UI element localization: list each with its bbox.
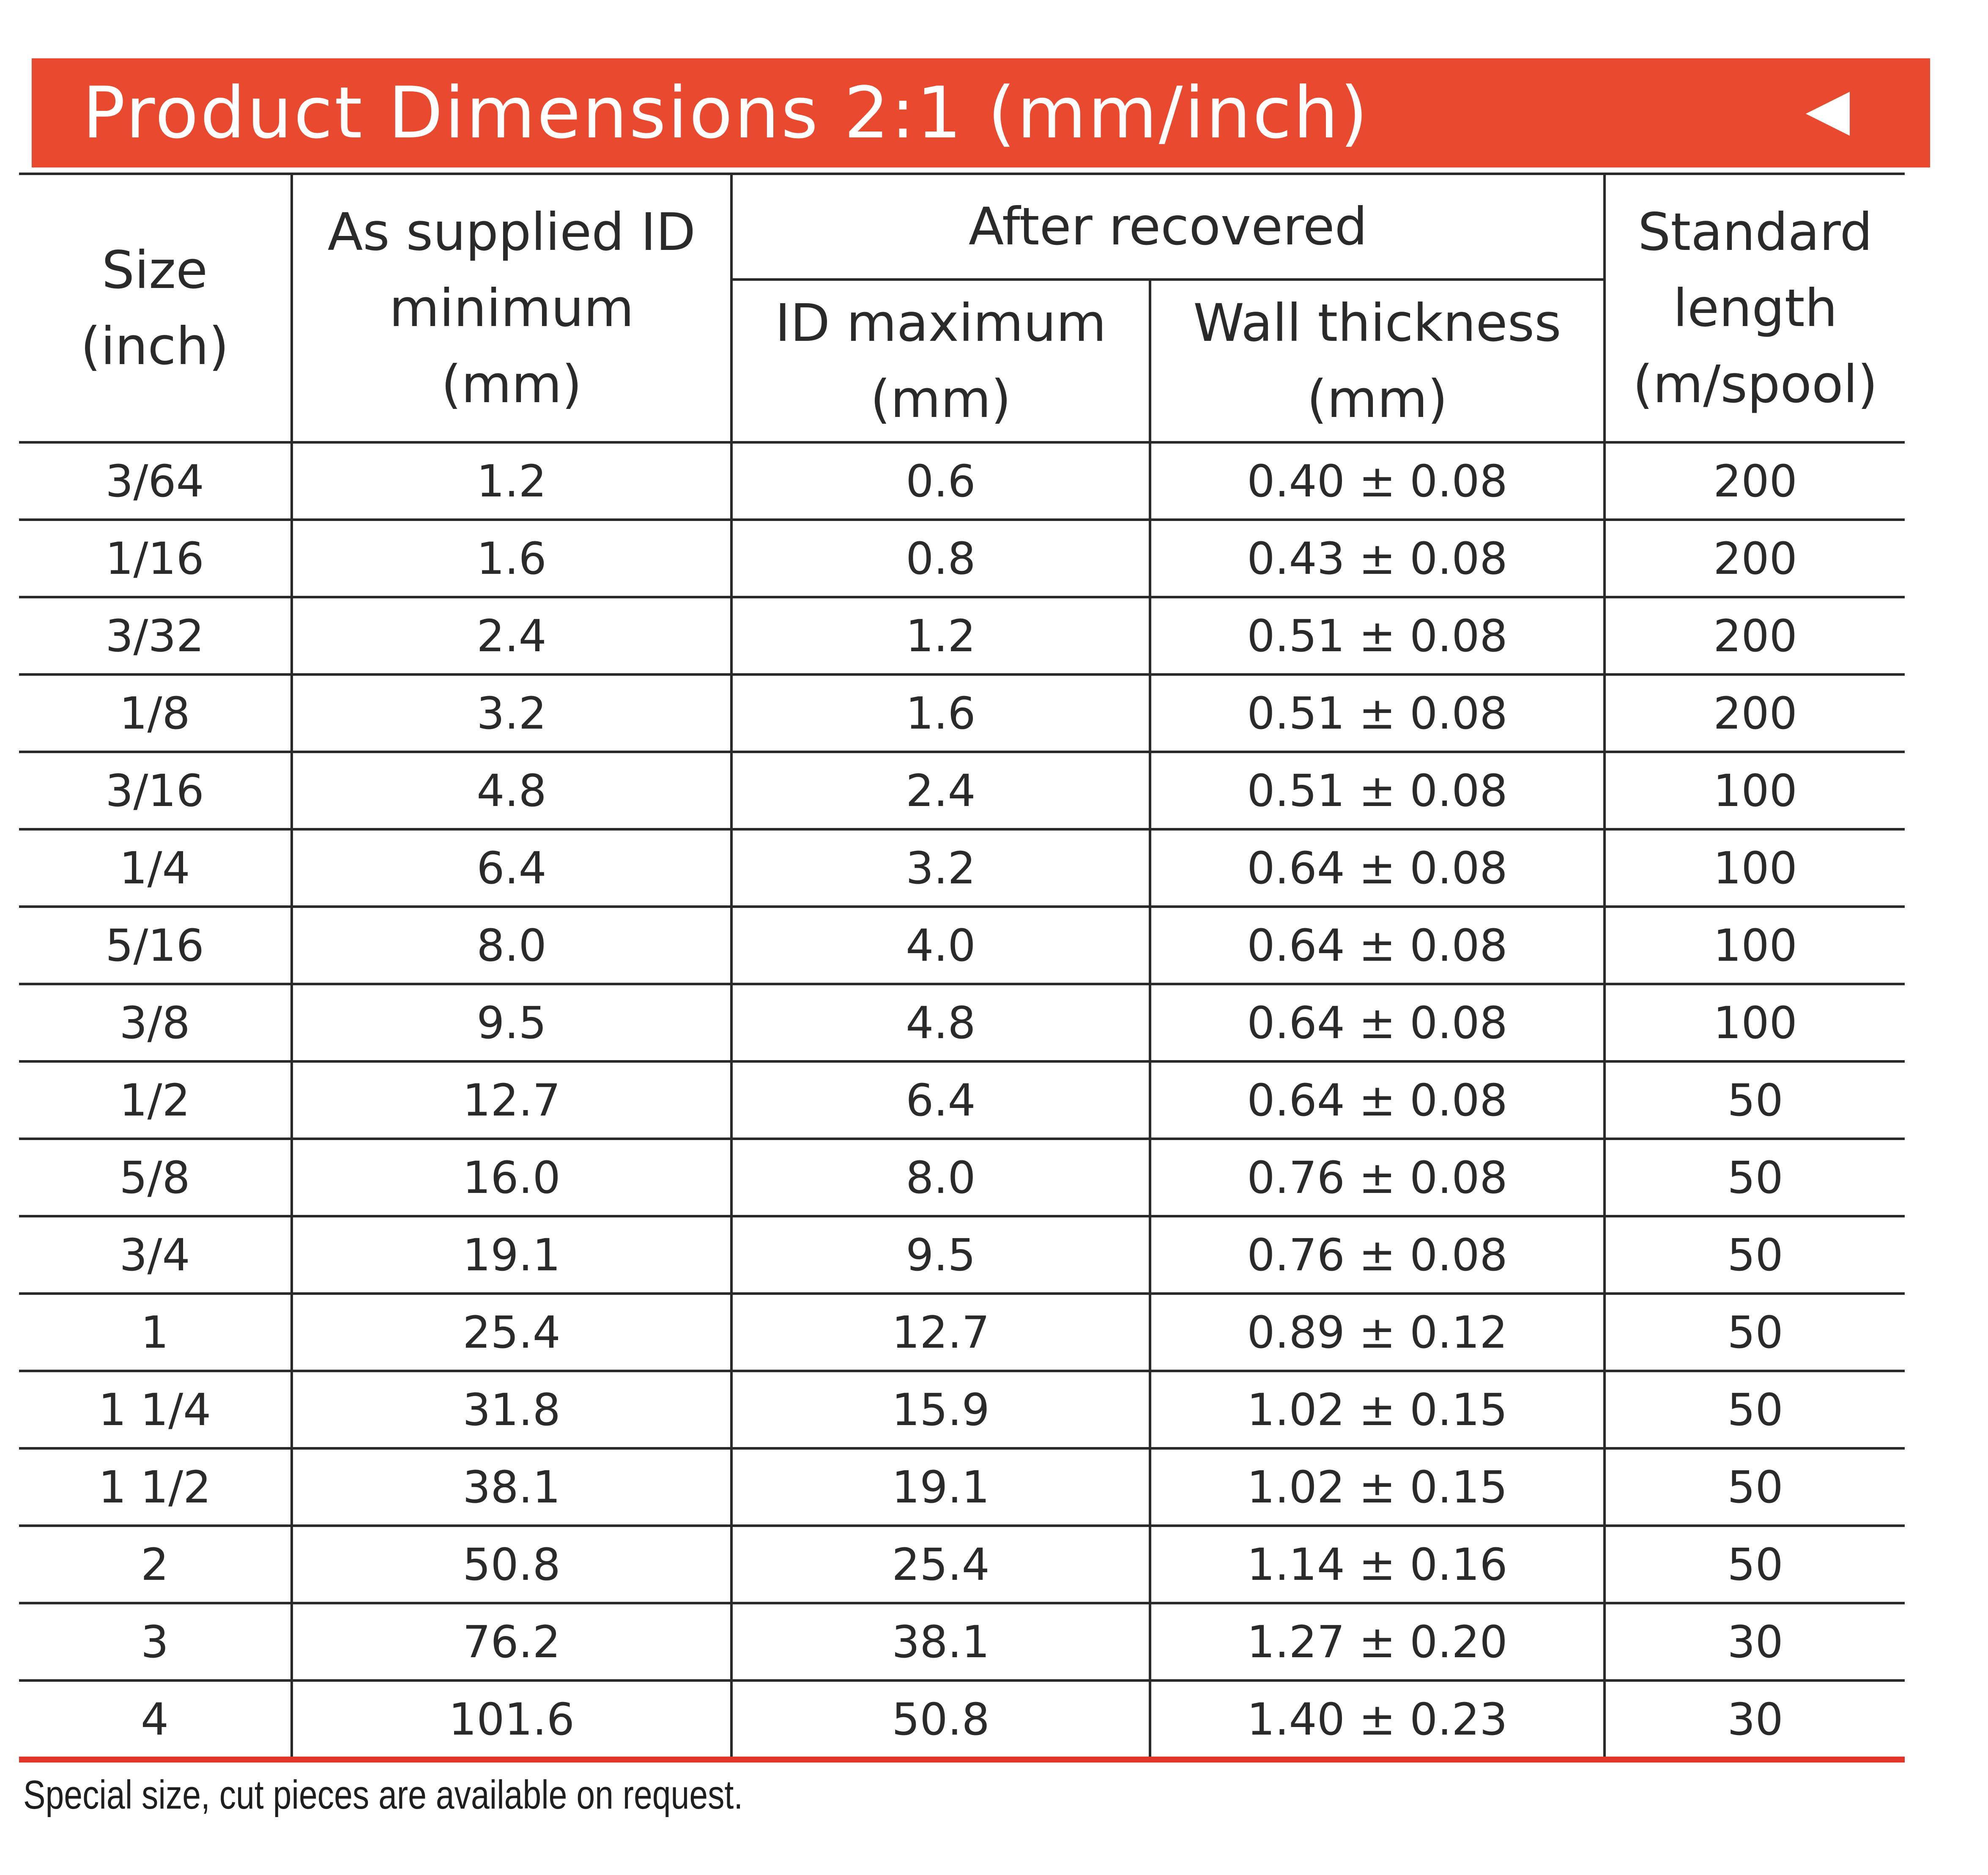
title-banner <box>32 58 1930 167</box>
cell-wall-thickness: 0.51 ± 0.08 <box>1150 597 1605 674</box>
cell-supplied-id: 9.5 <box>292 984 731 1061</box>
table-row <box>19 1139 1905 1216</box>
cell-size: 4 <box>19 1680 292 1760</box>
table-row <box>19 907 1905 984</box>
cell-size: 1 <box>19 1294 292 1371</box>
header-id-maximum: ID maximum (mm) <box>731 280 1150 442</box>
cell-supplied-id: 1.2 <box>292 442 731 520</box>
cell-size: 1 1/2 <box>19 1448 292 1526</box>
header-as-supplied: As supplied ID minimum (mm) <box>292 174 731 442</box>
cell-supplied-id: 38.1 <box>292 1448 731 1526</box>
cell-id-max: 2.4 <box>731 752 1150 829</box>
cell-size: 5/16 <box>19 907 292 984</box>
cell-supplied-id: 76.2 <box>292 1603 731 1680</box>
table-row <box>19 1526 1905 1603</box>
cell-standard-length: 50 <box>1605 1139 1905 1216</box>
header-standard-length: Standard length (m/spool) <box>1605 174 1905 442</box>
cell-size: 1/8 <box>19 674 292 752</box>
cell-id-max: 8.0 <box>731 1139 1150 1216</box>
cell-size: 3/16 <box>19 752 292 829</box>
cell-size: 5/8 <box>19 1139 292 1216</box>
cell-supplied-id: 31.8 <box>292 1371 731 1448</box>
cell-size: 2 <box>19 1526 292 1603</box>
table-row <box>19 597 1905 674</box>
cell-wall-thickness: 1.40 ± 0.23 <box>1150 1680 1605 1760</box>
cell-wall-thickness: 0.89 ± 0.12 <box>1150 1294 1605 1371</box>
cell-standard-length: 100 <box>1605 752 1905 829</box>
cell-standard-length: 100 <box>1605 907 1905 984</box>
cell-id-max: 3.2 <box>731 829 1150 907</box>
cell-size: 1/16 <box>19 520 292 597</box>
cell-supplied-id: 16.0 <box>292 1139 731 1216</box>
cell-id-max: 4.0 <box>731 907 1150 984</box>
cell-wall-thickness: 1.27 ± 0.20 <box>1150 1603 1605 1680</box>
table-row <box>19 829 1905 907</box>
footnote: Special size, cut pieces are available on request. <box>23 1772 743 1817</box>
cell-standard-length: 200 <box>1605 597 1905 674</box>
cell-standard-length: 50 <box>1605 1448 1905 1526</box>
cell-size: 3/64 <box>19 442 292 520</box>
cell-wall-thickness: 0.64 ± 0.08 <box>1150 984 1605 1061</box>
cell-id-max: 38.1 <box>731 1603 1150 1680</box>
cell-wall-thickness: 0.76 ± 0.08 <box>1150 1139 1605 1216</box>
cell-wall-thickness: 0.64 ± 0.08 <box>1150 907 1605 984</box>
cell-supplied-id: 50.8 <box>292 1526 731 1603</box>
cell-standard-length: 50 <box>1605 1294 1905 1371</box>
page-title: Product Dimensions 2:1 (mm/inch) <box>82 71 1369 154</box>
cell-size: 3/8 <box>19 984 292 1061</box>
cell-id-max: 25.4 <box>731 1526 1150 1603</box>
cell-standard-length: 50 <box>1605 1216 1905 1294</box>
table-row <box>19 1371 1905 1448</box>
cell-wall-thickness: 1.02 ± 0.15 <box>1150 1448 1605 1526</box>
header-after-recovered: After recovered <box>731 174 1605 280</box>
cell-size: 1/2 <box>19 1061 292 1139</box>
dimensions-table <box>19 173 1905 1763</box>
cell-wall-thickness: 0.40 ± 0.08 <box>1150 442 1605 520</box>
table-row <box>19 984 1905 1061</box>
cell-id-max: 15.9 <box>731 1371 1150 1448</box>
table-row <box>19 442 1905 520</box>
cell-supplied-id: 3.2 <box>292 674 731 752</box>
table-row <box>19 520 1905 597</box>
table-row <box>19 1294 1905 1371</box>
cell-standard-length: 200 <box>1605 520 1905 597</box>
cell-size: 3/32 <box>19 597 292 674</box>
cell-standard-length: 50 <box>1605 1061 1905 1139</box>
cell-id-max: 1.2 <box>731 597 1150 674</box>
cell-wall-thickness: 0.64 ± 0.08 <box>1150 1061 1605 1139</box>
cell-size: 3/4 <box>19 1216 292 1294</box>
cell-standard-length: 50 <box>1605 1526 1905 1603</box>
cell-standard-length: 30 <box>1605 1603 1905 1680</box>
cell-id-max: 0.8 <box>731 520 1150 597</box>
cell-wall-thickness: 1.14 ± 0.16 <box>1150 1526 1605 1603</box>
cell-standard-length: 100 <box>1605 829 1905 907</box>
cell-id-max: 9.5 <box>731 1216 1150 1294</box>
header-size: Size (inch) <box>19 174 292 442</box>
cell-standard-length: 30 <box>1605 1680 1905 1760</box>
cell-id-max: 6.4 <box>731 1061 1150 1139</box>
table-row <box>19 1680 1905 1760</box>
cell-supplied-id: 101.6 <box>292 1680 731 1760</box>
table-row <box>19 1216 1905 1294</box>
cell-size: 1 1/4 <box>19 1371 292 1448</box>
table-body <box>19 442 1905 1760</box>
cell-supplied-id: 2.4 <box>292 597 731 674</box>
cell-id-max: 19.1 <box>731 1448 1150 1526</box>
cell-size: 1/4 <box>19 829 292 907</box>
table-row <box>19 1603 1905 1680</box>
cell-size: 3 <box>19 1603 292 1680</box>
cell-id-max: 50.8 <box>731 1680 1150 1760</box>
cell-wall-thickness: 0.51 ± 0.08 <box>1150 674 1605 752</box>
cell-standard-length: 50 <box>1605 1371 1905 1448</box>
cell-wall-thickness: 1.02 ± 0.15 <box>1150 1371 1605 1448</box>
cell-wall-thickness: 0.64 ± 0.08 <box>1150 829 1605 907</box>
cell-id-max: 0.6 <box>731 442 1150 520</box>
table-row <box>19 1061 1905 1139</box>
cell-wall-thickness: 0.76 ± 0.08 <box>1150 1216 1605 1294</box>
cell-supplied-id: 4.8 <box>292 752 731 829</box>
cell-supplied-id: 1.6 <box>292 520 731 597</box>
cell-id-max: 12.7 <box>731 1294 1150 1371</box>
cell-id-max: 4.8 <box>731 984 1150 1061</box>
cell-supplied-id: 6.4 <box>292 829 731 907</box>
cell-wall-thickness: 0.43 ± 0.08 <box>1150 520 1605 597</box>
table-row <box>19 674 1905 752</box>
cell-id-max: 1.6 <box>731 674 1150 752</box>
cell-supplied-id: 25.4 <box>292 1294 731 1371</box>
cell-wall-thickness: 0.51 ± 0.08 <box>1150 752 1605 829</box>
cell-standard-length: 200 <box>1605 674 1905 752</box>
cell-supplied-id: 12.7 <box>292 1061 731 1139</box>
table-row <box>19 752 1905 829</box>
cell-supplied-id: 19.1 <box>292 1216 731 1294</box>
cell-standard-length: 100 <box>1605 984 1905 1061</box>
left-arrow-icon[interactable] <box>1806 92 1850 136</box>
table-row <box>19 1448 1905 1526</box>
header-wall-thickness: Wall thickness (mm) <box>1150 280 1605 442</box>
cell-standard-length: 200 <box>1605 442 1905 520</box>
cell-supplied-id: 8.0 <box>292 907 731 984</box>
